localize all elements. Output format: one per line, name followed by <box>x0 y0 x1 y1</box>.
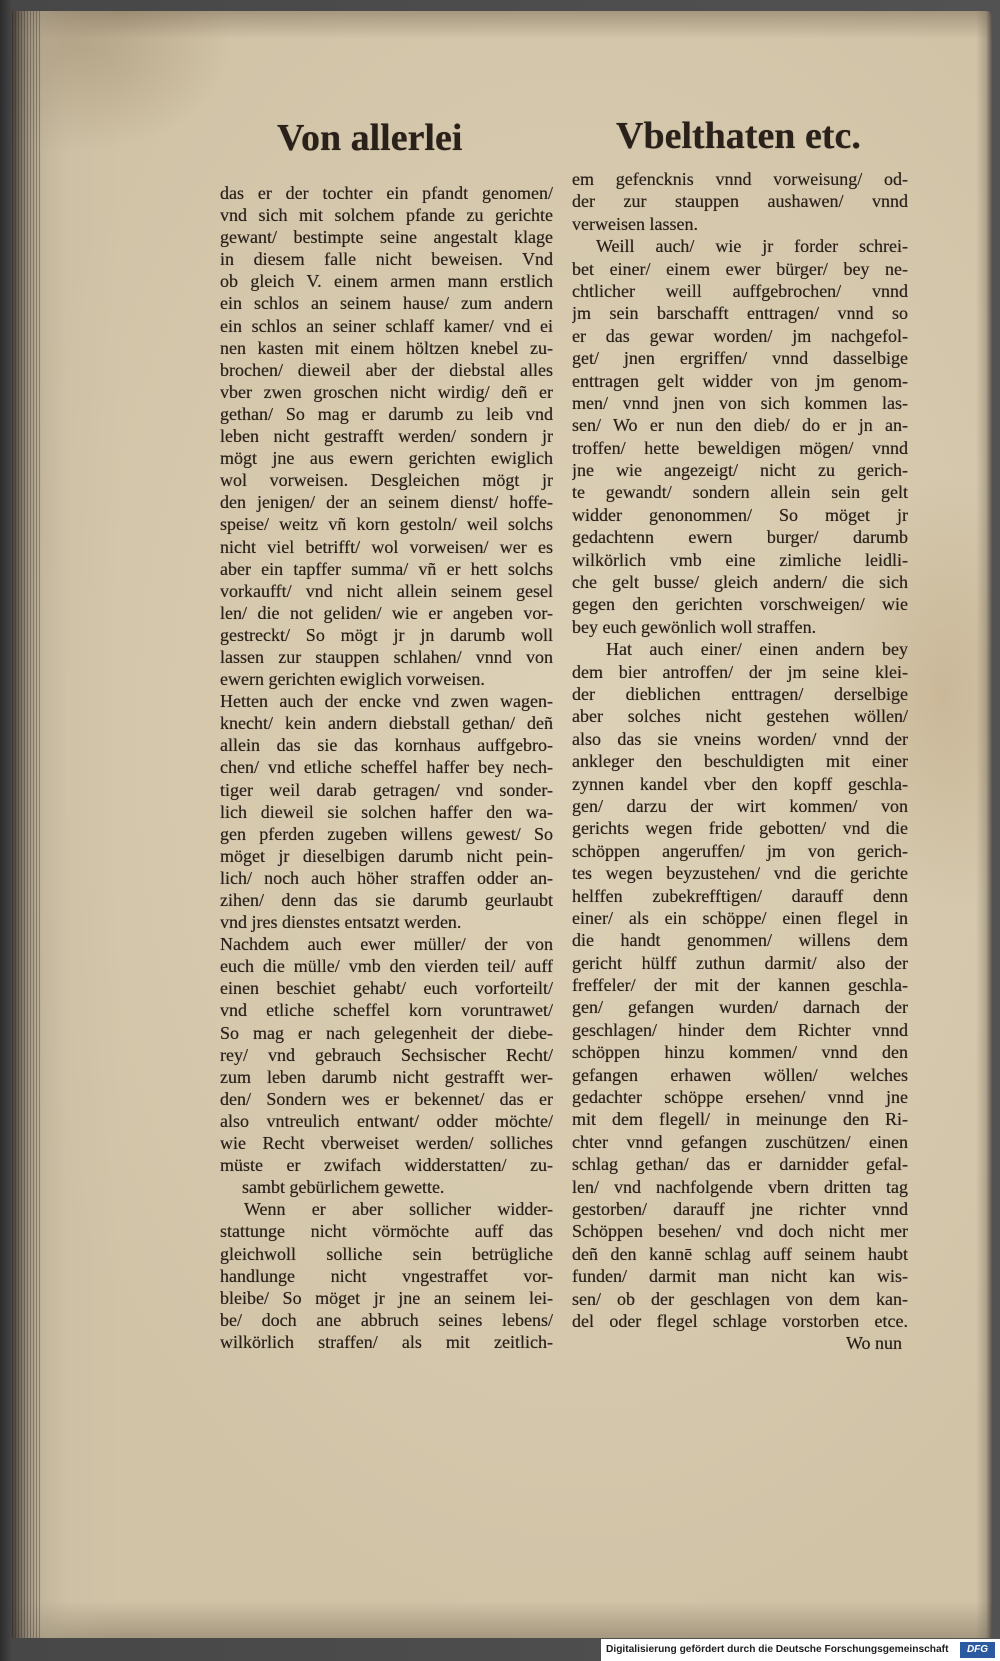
left-column-line: das er der tochter ein pfandt genomen/ <box>220 183 553 203</box>
left-column-line: nicht viel betrifft/ wol vorweisen/ wer es <box>220 536 553 557</box>
left-column-line: ob gleich V. einem armen mann erstlich <box>220 271 553 292</box>
right-column-line: tes wegen beyzustehen/ vnd die gerichte <box>572 863 908 884</box>
right-column-line: Weill auch/ wie jr forder schrei- <box>596 236 908 257</box>
right-column-line: chtlicher weill auffgebrochen/ vnnd <box>572 280 908 301</box>
left-column-line: leben nicht gestrafft werden/ sondern jr <box>220 426 553 447</box>
right-column-line: der zur stauppen aushawen/ vnnd <box>572 191 908 212</box>
right-column-line: troffen/ hette beweldigen mögen/ vnnd <box>572 437 908 458</box>
left-column-line: lich dieweil sie solchen haffer den wa- <box>220 801 553 822</box>
right-column-line: get/ jnen ergriffen/ vnnd dasselbige <box>572 348 908 369</box>
left-column-line: mögt jne aus ewern gerichten ewiglich <box>220 448 553 469</box>
left-column-line: zihen/ denn das sie darumb geurlaubt <box>220 890 553 910</box>
left-column-line: So mag er nach gelegenheit der diebe- <box>220 1022 553 1043</box>
digitization-footer <box>601 1639 1000 1661</box>
left-column-line: den jenigen/ der an seinem dienst/ hoffe- <box>220 492 553 513</box>
left-column-line: speise/ weitz vñ korn gestoln/ weil solchs <box>220 514 553 535</box>
right-column-line: enttragen gelt widder von jm genom- <box>572 370 908 391</box>
right-text-column <box>572 168 908 1355</box>
left-column-line: Hetten auch der encke vnd zwen wagen- <box>220 691 553 712</box>
right-column-line: er das gewar worden/ jm nachgefol- <box>572 325 908 346</box>
left-column-line: vnd etliche scheffel korn voruntrawet/ <box>220 1000 553 1021</box>
left-column-line: aber ein tapffer summa/ vñ er hett solchs <box>220 558 553 579</box>
right-column-line: sen/ ob der geschlagen von dem kan- <box>572 1288 908 1309</box>
right-column-line: jne wie angezeigt/ nicht zu gerich- <box>572 460 908 481</box>
left-column-line: brochen/ dieweil aber der diebstal alles <box>220 359 553 380</box>
left-column-line: ewern gerichten ewiglich vorweisen. <box>220 669 485 690</box>
right-column-line: zynnen kandel vber den kopff geschla- <box>572 773 908 794</box>
right-column-line: Schöppen besehen/ vnd doch nicht mer <box>572 1221 908 1242</box>
right-column-line: wilkörlich vmb eine zimliche leidli- <box>572 549 908 570</box>
right-column-line: del oder flegel schlage vorstorben etce. <box>572 1310 908 1331</box>
left-column-line: handlunge nicht vngestraffet vor- <box>220 1265 553 1286</box>
running-title-right: Vbelthaten etc. <box>616 115 861 157</box>
left-column-line: knecht/ kein andern diebstall gethan/ deñ <box>220 713 553 734</box>
left-column-line: einen beschiet gehabt/ euch vorforteilt/ <box>220 978 553 999</box>
left-column-line: also vntreulich entwant/ odder möchte/ <box>220 1110 553 1131</box>
left-column-line: zum leben darumb nicht gestrafft wer- <box>220 1066 553 1087</box>
right-column-line: ankleger den beschuldigten mit einer <box>572 751 908 772</box>
right-column-line: em gefencknis vnnd vorweisung/ od- <box>572 169 908 189</box>
right-column-line: te gewandt/ sondern allein sein gelt <box>572 482 908 503</box>
left-column-line: müste er zwifach widderstatten/ zu- <box>220 1155 553 1176</box>
right-column-line: widder genonommen/ So möget jr <box>572 504 908 525</box>
left-text-column <box>220 182 553 1353</box>
left-column-line: Nachdem auch ewer müller/ der von <box>220 934 553 955</box>
right-column-line: che gelt busse/ gleich andern/ die sich <box>572 572 908 593</box>
right-column-line: len/ vnd nachfolgende vbern dritten tag <box>572 1176 908 1197</box>
right-column-line: gen/ gefangen wurden/ darnach der <box>572 997 908 1018</box>
left-column-line: len/ die not geliden/ wie er angeben vor- <box>220 602 553 623</box>
right-column-line: also das sie vneins worden/ vnnd der <box>572 728 908 749</box>
left-column-line: gleichwoll solliche sein betrügliche <box>220 1243 553 1264</box>
left-column-line: wie Recht vberweiset werden/ solliches <box>220 1133 553 1154</box>
right-column-line: mit dem flegell/ in meinunge den Ri- <box>572 1109 908 1130</box>
left-column-line: ein schlos an seiner schlaff kamer/ vnd ei <box>220 315 553 336</box>
right-column-line: einer/ als ein schöppe/ einen flegel in <box>572 907 908 928</box>
right-column-line: schöppen hinzu kommen/ vnnd den <box>572 1042 908 1063</box>
left-column-line: gewant/ bestimpte seine angestalt klage <box>220 227 553 248</box>
right-column-line: dem bier antroffen/ der jm seine klei- <box>572 661 908 682</box>
left-column-line: vnd jres dienstes entsatzt werden. <box>220 912 462 933</box>
left-column-line: euch die mülle/ vmb den vierden teil/ auff <box>220 956 553 977</box>
right-column-line: men/ vnnd jnen von sich kommen las- <box>572 392 908 413</box>
left-column-line: lassen zur stauppen schlahen/ vnnd von <box>220 646 553 667</box>
left-column-line: möget jr dieselbigen darumb nicht pein- <box>220 845 553 866</box>
right-column-line: geschlagen/ hinder dem Richter vnnd <box>572 1019 908 1040</box>
left-column-line: wilkörlich straffen/ als mit zeitlich- <box>220 1331 553 1352</box>
left-column-line: gethan/ So mag er darumb zu leib vnd <box>220 403 553 424</box>
left-column-line: rey/ vnd gebrauch Sechsischer Recht/ <box>220 1044 553 1065</box>
right-column-line: schlag gethan/ das er darnidder gefal- <box>572 1154 908 1175</box>
right-column-line: gefangen erhawen wöllen/ welches <box>572 1064 908 1085</box>
page-stack-edges <box>12 11 40 1638</box>
right-column-line: freffeler/ der mit der kannen geschla- <box>572 975 908 996</box>
left-column-line: bleibe/ So möget jr jne an seinem lei- <box>220 1287 553 1308</box>
catchword: Wo nun <box>845 1333 902 1354</box>
left-column-line: in diesem falle nicht beweisen. Vnd <box>220 249 553 270</box>
right-column-line: bet einer/ einem ewer bürger/ bey ne- <box>572 258 908 279</box>
right-column-line: der dieblichen enttragen/ derselbige <box>572 683 908 704</box>
left-column-line: ein schlos an seinem hause/ zum andern <box>220 293 553 314</box>
right-column-line: gericht hülff zuthun darmit/ also der <box>572 952 908 973</box>
left-column-line: gestreckt/ So mögt jr jn darumb woll <box>220 624 553 645</box>
right-column-line: deñ den kannē schlag auff seinem haubt <box>572 1243 908 1264</box>
digitization-credit: Digitalisierung gefördert durch die Deutsche Forschungsgemeinschaft <box>606 1644 949 1655</box>
left-column-line: lich/ noch auch höher straffen odder an- <box>220 867 553 888</box>
running-title-left: Von allerlei <box>277 117 463 159</box>
right-column-line: aber solches nicht gestehen wöllen/ <box>572 706 908 727</box>
book-page <box>12 11 992 1638</box>
right-column-line: chter vnnd gefangen zuschützen/ einen <box>572 1131 908 1152</box>
left-column-line: be/ doch ane abbruch seines lebens/ <box>220 1309 553 1330</box>
right-column-line: schöppen angeruffen/ jm von gerich- <box>572 840 908 861</box>
left-column-line: wol vorweisen. Desgleichen mögt jr <box>220 470 553 491</box>
right-column-line: bey euch gewönlich woll straffen. <box>572 616 817 637</box>
right-column-line: gedachtenn ewern burger/ darumb <box>572 527 908 548</box>
left-column-line: Wenn er aber sollicher widder- <box>244 1199 553 1220</box>
left-column-line: den/ Sondern wes er bekennet/ das er <box>220 1088 553 1109</box>
right-column-line: helffen zubekrefftigen/ darauff denn <box>572 885 908 906</box>
left-column-line: chen/ vnd etliche scheffel haffer bey nech- <box>220 757 553 778</box>
right-column-line: Hat auch einer/ einen andern bey <box>606 639 908 660</box>
left-column-line: tiger weil darab getragen/ vnd sonder- <box>220 779 553 800</box>
right-column-line: gerichts wegen fride gebotten/ vnd die <box>572 818 908 839</box>
left-column-line: gen pferden zugeben willens gewest/ So <box>220 823 553 844</box>
left-column-line: sambt gebürlichem gewette. <box>242 1177 445 1198</box>
right-column-line: die handt genommen/ willens dem <box>572 930 908 951</box>
left-column-line: allein das sie das kornhaus auffgebro- <box>220 735 553 756</box>
right-column-line: gestorben/ darauff jne richter vnnd <box>572 1198 908 1219</box>
left-column-line: vber zwen groschen nicht wirdig/ deñ er <box>220 381 553 402</box>
dfg-logo: DFG <box>960 1642 995 1658</box>
left-column-line: nen kasten mit einem höltzen knebel zu- <box>220 337 553 358</box>
right-column-line: sen/ Wo er nun den dieb/ do er jn an- <box>572 415 908 436</box>
right-column-line: funden/ darmit man nicht kan wis- <box>572 1266 908 1287</box>
right-column-line: verweisen lassen. <box>572 213 698 234</box>
left-column-line: vnd sich mit solchem pfande zu gerichte <box>220 205 553 226</box>
left-column-line: stattunge nicht vörmöchte auff das <box>220 1221 553 1242</box>
right-column-line: jm sein barschafft enttragen/ vnnd so <box>572 303 908 324</box>
right-column-line: gedachter schöppe ersehen/ vnnd jne <box>572 1087 908 1108</box>
right-column-line: gegen den gerichten vorschweigen/ wie <box>572 594 908 615</box>
right-column-line: gen/ darzu der wirt kommen/ von <box>572 795 908 816</box>
left-column-line: vorkaufft/ vnd nicht allein seinem gesel <box>220 580 553 601</box>
